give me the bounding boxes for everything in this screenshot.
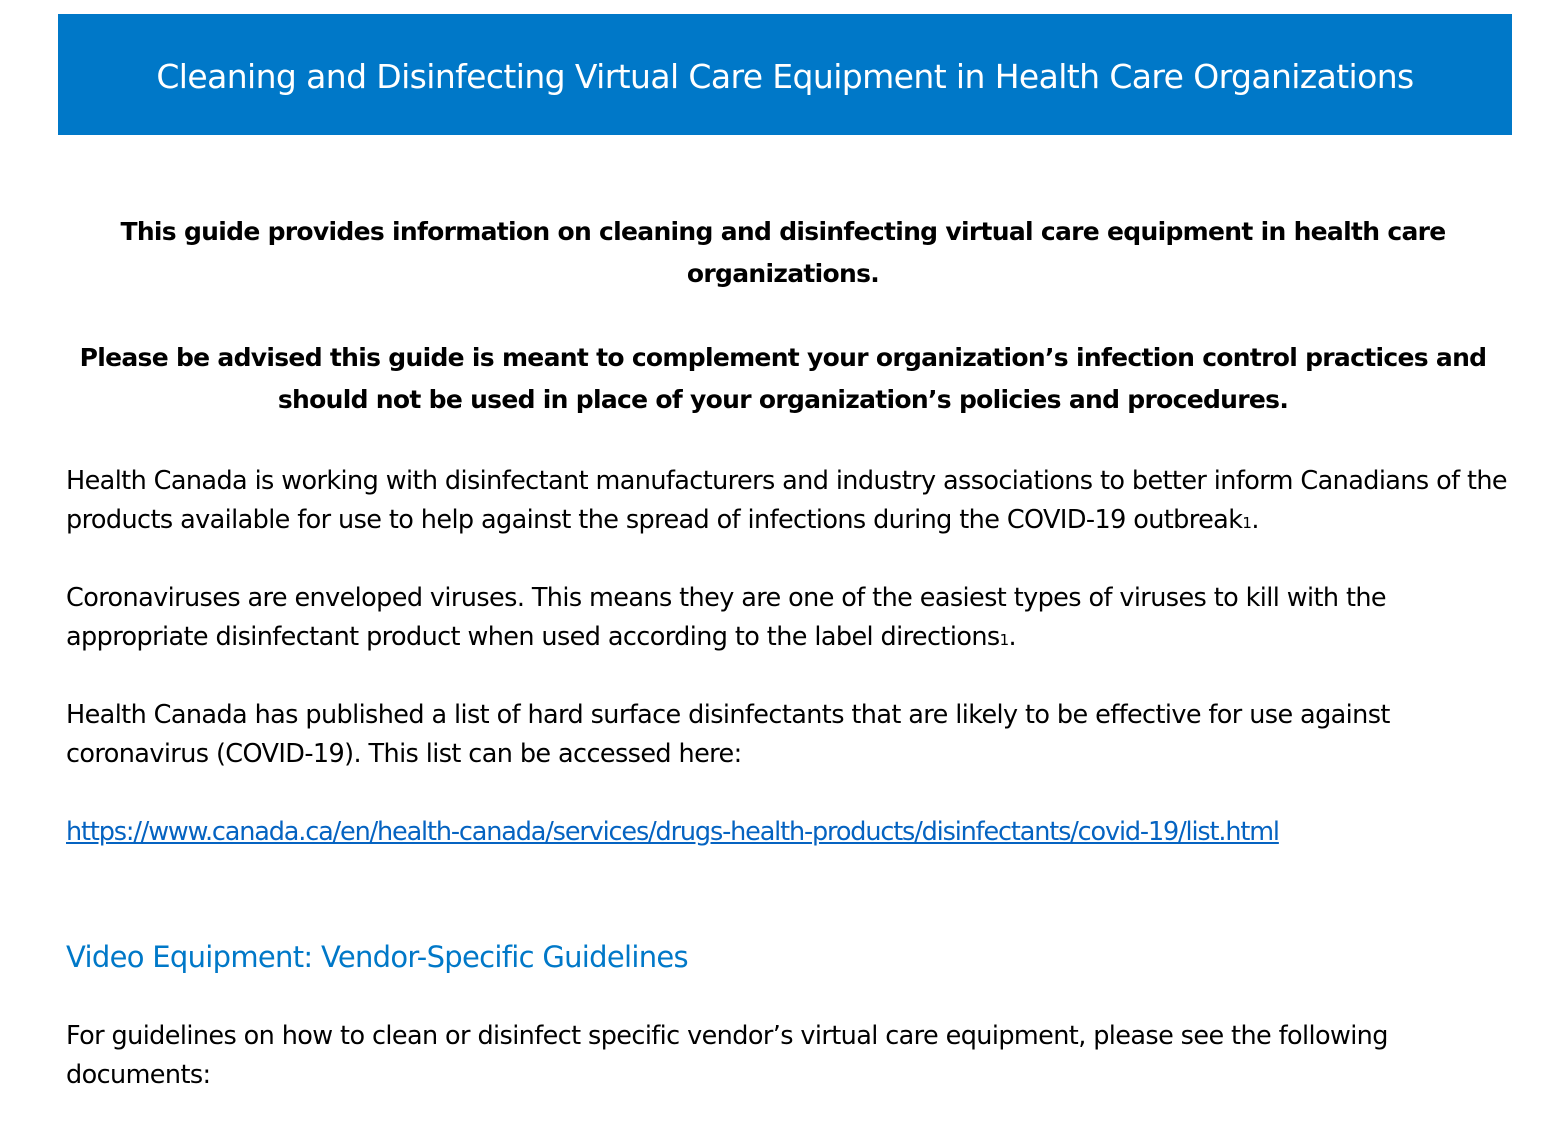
advisory-statement-line-2: should not be used in place of your organization’s policies and procedures.	[277, 385, 1289, 414]
coronavirus-paragraph	[66, 579, 1516, 660]
section-heading: Video Equipment: Vendor-Specific Guidelines	[66, 940, 688, 974]
advisory-statement-line-1: Please be advised this guide is meant to complement your organization’s infection control practices and	[79, 343, 1487, 372]
disinfectant-list-paragraph: Health Canada has published a list of hard surface disinfectants that are likely to be effective for use against coronavirus (COVID-19). This list can be accessed here:	[66, 700, 1390, 769]
vendor-guidelines-paragraph: For guidelines on how to clean or disinfect specific vendor’s virtual care equipment, please see the following documents:	[66, 1021, 1388, 1090]
footnote-marker: 1	[999, 631, 1009, 649]
footnote-marker: 1	[1242, 514, 1252, 532]
health-canada-paragraph	[66, 462, 1516, 543]
intro-statement	[58, 211, 1508, 295]
intro-statement-line-1: This guide provides information on cleaning and disinfecting virtual care equipment in health care	[120, 217, 1446, 246]
advisory-statement	[58, 337, 1508, 421]
document-title: Cleaning and Disinfecting Virtual Care Equipment in Health Care Organizations	[156, 57, 1414, 96]
title-banner	[58, 14, 1512, 135]
health-canada-paragraph-text: Health Canada is working with disinfectant manufacturers and industry associations to better inform Canadians of the products available for use to help against the spread of infections during the COVID-19 outbreak	[66, 466, 1508, 535]
paragraph-end-punctuation: .	[1251, 505, 1259, 535]
coronavirus-paragraph-text: Coronaviruses are enveloped viruses. This means they are one of the easiest types of viruses to kill with the appropriate disinfectant product when used according to the label directions	[66, 583, 1387, 652]
disinfectant-list-link[interactable]: https://www.canada.ca/en/health-canada/services/drugs-health-products/disinfectants/covid-19/list.html	[66, 817, 1279, 847]
intro-statement-line-2: organizations.	[686, 259, 880, 288]
paragraph-end-punctuation: .	[1008, 622, 1017, 652]
